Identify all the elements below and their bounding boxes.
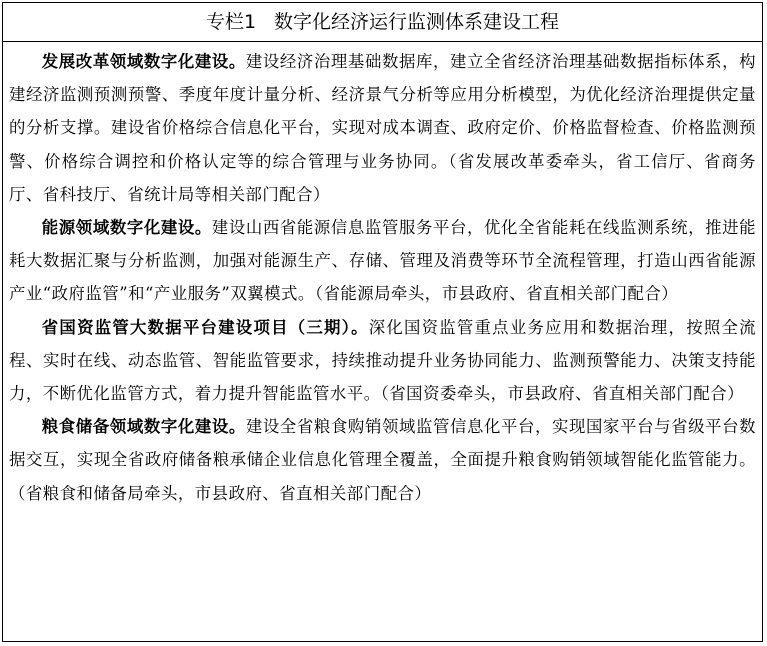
paragraph-body: 建设经济治理基础数据库，建立全省经济治理基础数据指标体系，构建经济监测预测预警、季度年度计量分析、经济景气分析等应用分析模型，为优化经济治理提供定量的分析支撑。建设省价格综合信息化平台，实现对成本调查、政府定价、价格监督检查、价格监测预警、价格综合调控和价格认定等的综合管理与业务协同。（省发展改革委牵头，省工信厅、省商务厅、省科技厅、省统计局等相关部门配合） <box>9 52 757 204</box>
paragraph-body: 深化国资监管重点业务应用和数据治理，按照全流程、实时在线、动态监管、智能监管要求，持续推动提升业务协同能力、监测预警能力、决策支持能力，不断优化监管方式，着力提升智能监管水平。（省国资委牵头，市县政府、省直相关部门配合） <box>9 317 756 404</box>
panel-title-text: 数字化经济运行监测体系建设工程 <box>274 11 560 33</box>
panel-title <box>3 3 762 42</box>
paragraph-heading: 省国资监管大数据平台建设项目（三期）。 <box>41 317 369 337</box>
paragraph-heading: 发展改革领域数字化建设。 <box>41 52 246 71</box>
special-column-panel <box>2 2 763 642</box>
panel-number: 专栏1 <box>205 11 257 33</box>
paragraph-body: 建设全省粮食购销领域监管信息化平台，实现国家平台与省级平台数据交互，实现全省政府储备粮承储企业信息化管理全覆盖，全面提升粮食购销领域智能化监管能力。（省粮食和储备局牵头，市县政府、省直相关部门配合） <box>9 417 757 503</box>
paragraph-energy <box>9 211 756 311</box>
paragraph-body: 建设山西省能源信息监管服务平台，优化全省能耗在线监测系统，推进能耗大数据汇聚与分析监测，加强对能源生产、存储、管理及消费等环节全流程管理，打造山西省能源产业“政府监管”和“产业服务”双翼模式。（省能源局牵头，市县政府、省直相关部门配合） <box>9 218 756 304</box>
paragraph-heading: 粮食储备领域数字化建设。 <box>41 417 246 437</box>
paragraph-heading: 能源领域数字化建设。 <box>41 218 212 238</box>
panel-content <box>3 42 762 510</box>
paragraph-development-reform <box>9 45 756 211</box>
paragraph-state-assets <box>9 311 756 411</box>
paragraph-grain-reserve <box>9 410 756 510</box>
